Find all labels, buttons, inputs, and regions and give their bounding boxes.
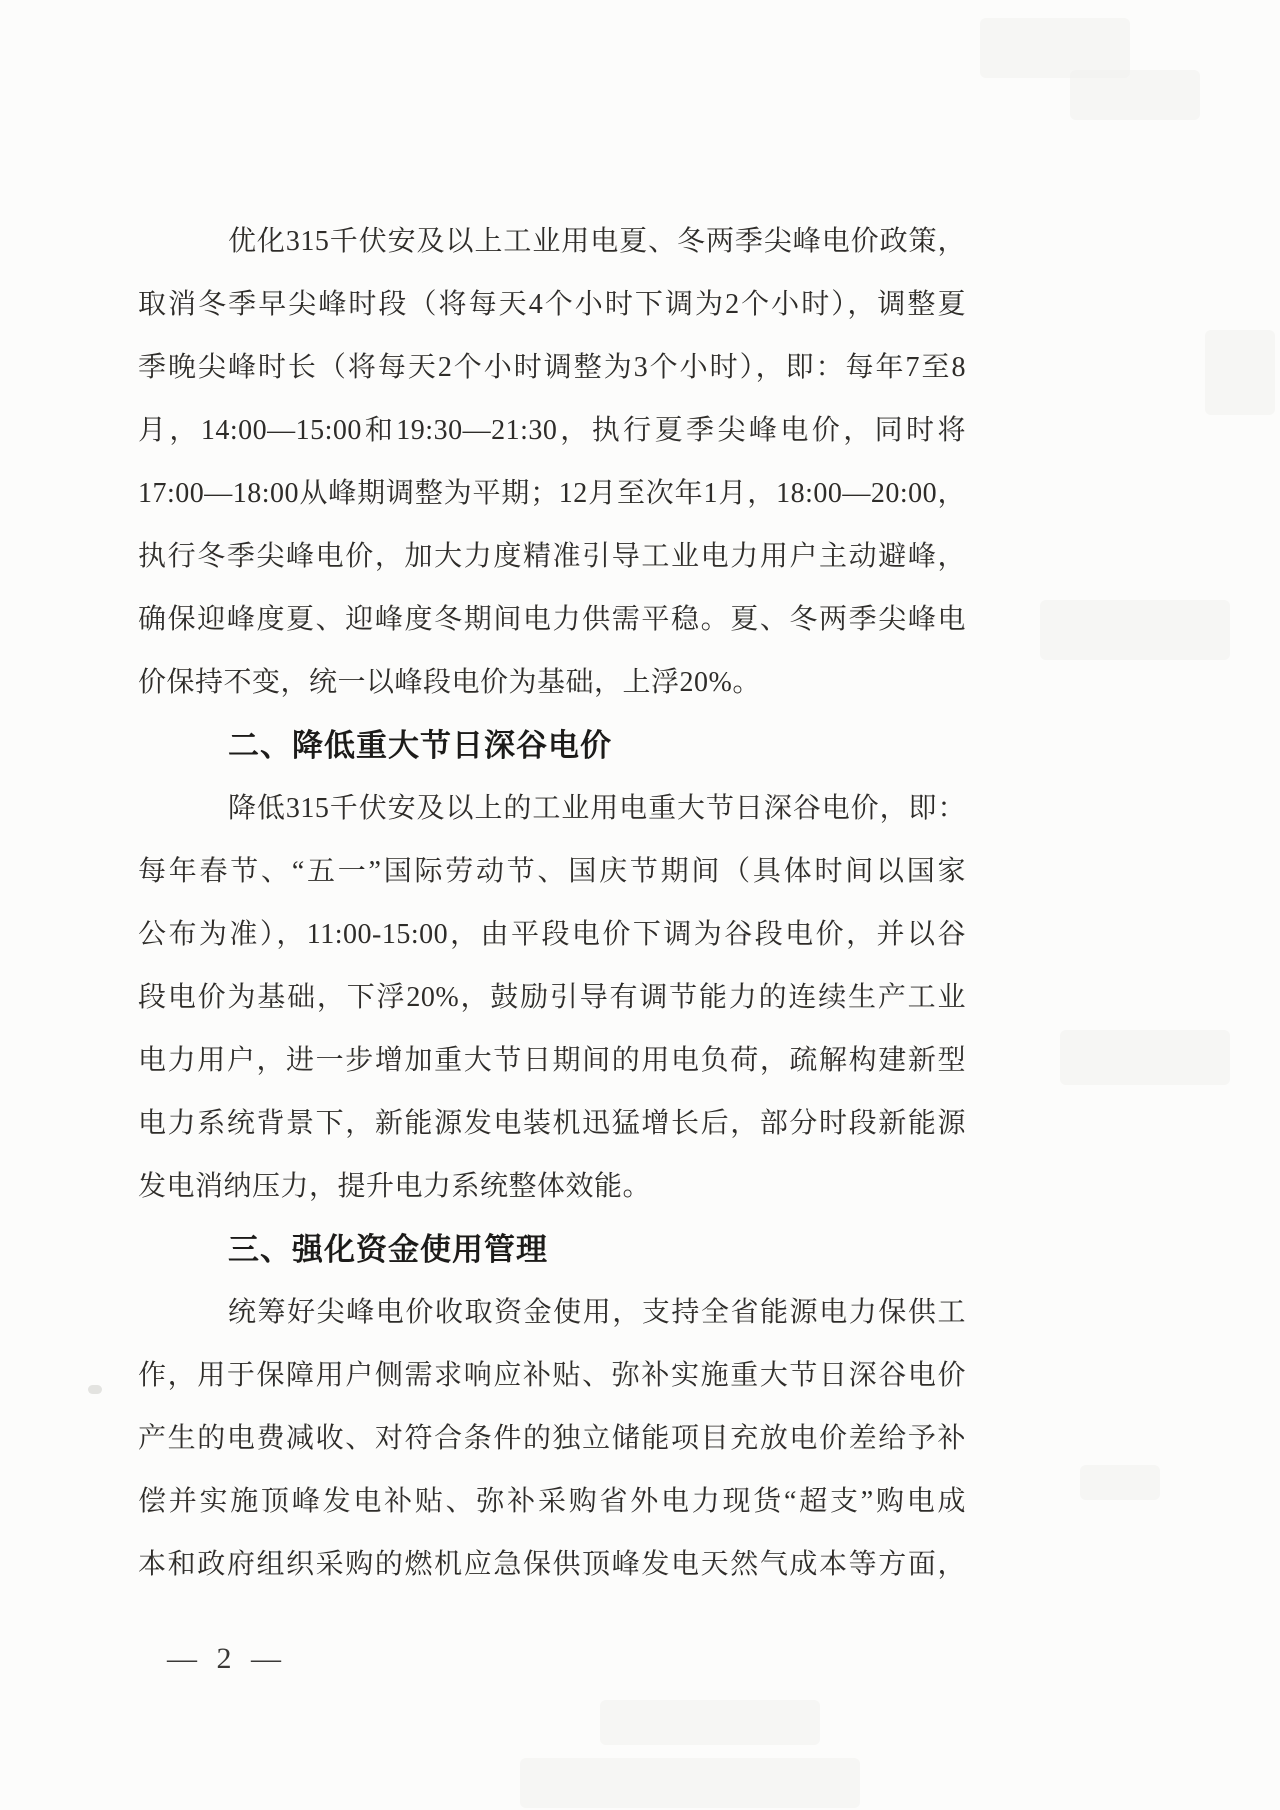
document-body xyxy=(138,210,966,1596)
text-line: 月，14:00—15:00和19:30—21:30，执行夏季尖峰电价，同时将 xyxy=(138,415,966,446)
text-line: 发电消纳压力，提升电力系统整体效能。 xyxy=(138,1171,652,1202)
text-line: 产生的电费减收、对符合条件的独立储能项目充放电价差给予补 xyxy=(138,1423,966,1454)
text-line: 电力用户，进一步增加重大节日期间的用电负荷，疏解构建新型 xyxy=(138,1045,966,1076)
scan-artifact xyxy=(600,1700,820,1745)
section-heading: 三、强化资金使用管理 xyxy=(228,1232,548,1267)
text-line: 偿并实施顶峰发电补贴、弥补采购省外电力现货“超支”购电成 xyxy=(138,1486,966,1517)
text-line: 作，用于保障用户侧需求响应补贴、弥补实施重大节日深谷电价 xyxy=(138,1360,966,1391)
scan-artifact xyxy=(1205,330,1275,415)
scan-artifact xyxy=(520,1758,860,1808)
paragraph xyxy=(138,1281,966,1596)
text-line: 公布为准），11:00-15:00，由平段电价下调为谷段电价，并以谷 xyxy=(138,919,966,950)
text-line: 季晚尖峰时长（将每天2个小时调整为3个小时），即：每年7至8 xyxy=(138,352,966,383)
text-line: 每年春节、“五一”国际劳动节、国庆节期间（具体时间以国家 xyxy=(138,856,966,887)
page-number: — 2 — xyxy=(167,1642,287,1675)
text-line: 确保迎峰度夏、迎峰度冬期间电力供需平稳。夏、冬两季尖峰电 xyxy=(138,604,966,635)
text-line: 统筹好尖峰电价收取资金使用，支持全省能源电力保供工 xyxy=(228,1297,966,1328)
scan-artifact xyxy=(1070,70,1200,120)
scan-artifact xyxy=(980,18,1130,78)
text-line: 优化315千伏安及以上工业用电夏、冬两季尖峰电价政策， xyxy=(228,226,966,257)
paragraph xyxy=(138,777,966,1218)
paragraph xyxy=(138,210,966,714)
scan-artifact xyxy=(1060,1030,1230,1085)
text-line: 降低315千伏安及以上的工业用电重大节日深谷电价，即： xyxy=(228,793,966,824)
text-line: 执行冬季尖峰电价，加大力度精准引导工业电力用户主动避峰， xyxy=(138,541,966,572)
scan-artifact xyxy=(1080,1465,1160,1500)
text-line: 价保持不变，统一以峰段电价为基础，上浮20%。 xyxy=(138,667,761,698)
text-line: 17:00—18:00从峰期调整为平期；12月至次年1月，18:00—20:00， xyxy=(138,478,966,509)
text-line: 段电价为基础，下浮20%，鼓励引导有调节能力的连续生产工业 xyxy=(138,982,966,1013)
text-line: 电力系统背景下，新能源发电装机迅猛增长后，部分时段新能源 xyxy=(138,1108,966,1139)
text-line: 取消冬季早尖峰时段（将每天4个小时下调为2个小时），调整夏 xyxy=(138,289,966,320)
scan-artifact xyxy=(1040,600,1230,660)
section-heading: 二、降低重大节日深谷电价 xyxy=(228,728,612,763)
text-line: 本和政府组织采购的燃机应急保供顶峰发电天然气成本等方面， xyxy=(138,1549,966,1580)
scan-artifact xyxy=(88,1385,102,1394)
